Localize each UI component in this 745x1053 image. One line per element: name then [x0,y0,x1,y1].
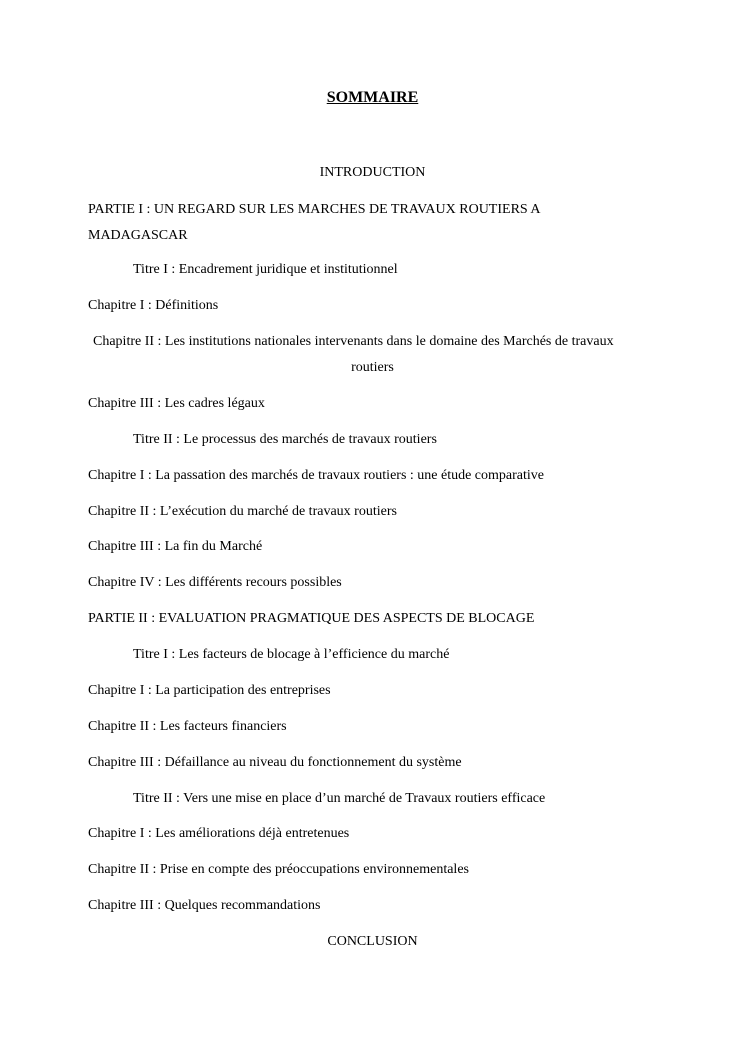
toc-partie-1-line-2: MADAGASCAR [88,228,188,243]
page-title: SOMMAIRE [326,89,419,106]
toc-p2-t2-chapitre-1: Chapitre I : Les améliorations déjà entretenues [88,826,350,841]
toc-p2-titre-2: Titre II : Vers une mise en place d’un marché de Travaux routiers efficace [133,791,546,806]
toc-p1-t1-chapitre-3: Chapitre III : Les cadres légaux [88,396,265,411]
toc-p2-t1-chapitre-2: Chapitre II : Les facteurs financiers [88,719,287,734]
toc-partie-2: PARTIE II : EVALUATION PRAGMATIQUE DES ASPECTS DE BLOCAGE [88,611,535,626]
toc-p1-t2-chapitre-2: Chapitre II : L’exécution du marché de travaux routiers [88,504,397,519]
toc-p1-t1-chapitre-2-line-1: Chapitre II : Les institutions nationales intervenants dans le domaine des Marchés de travaux [93,334,614,349]
toc-p1-t1-chapitre-2-line-2: routiers [351,360,394,375]
toc-partie-1-line-1: PARTIE I : UN REGARD SUR LES MARCHES DE TRAVAUX ROUTIERS A [88,202,541,217]
toc-p2-t2-chapitre-3: Chapitre III : Quelques recommandations [88,898,321,913]
toc-p2-t1-chapitre-1: Chapitre I : La participation des entreprises [88,683,331,698]
toc-p2-t1-chapitre-3: Chapitre III : Défaillance au niveau du fonctionnement du système [88,755,462,770]
toc-p1-t2-chapitre-1: Chapitre I : La passation des marchés de travaux routiers : une étude comparative [88,468,544,483]
toc-p1-titre-1: Titre I : Encadrement juridique et institutionnel [133,262,398,277]
toc-p1-t2-chapitre-3: Chapitre III : La fin du Marché [88,539,263,554]
toc-p2-titre-1: Titre I : Les facteurs de blocage à l’efficience du marché [133,647,450,662]
toc-p2-t2-chapitre-2: Chapitre II : Prise en compte des préoccupations environnementales [88,862,469,877]
toc-p1-t1-chapitre-1: Chapitre I : Définitions [88,298,219,313]
toc-p1-titre-2: Titre II : Le processus des marchés de travaux routiers [133,432,437,447]
toc-conclusion: CONCLUSION [327,934,418,949]
toc-p1-t2-chapitre-4: Chapitre IV : Les différents recours possibles [88,575,342,590]
toc-introduction: INTRODUCTION [319,165,426,180]
